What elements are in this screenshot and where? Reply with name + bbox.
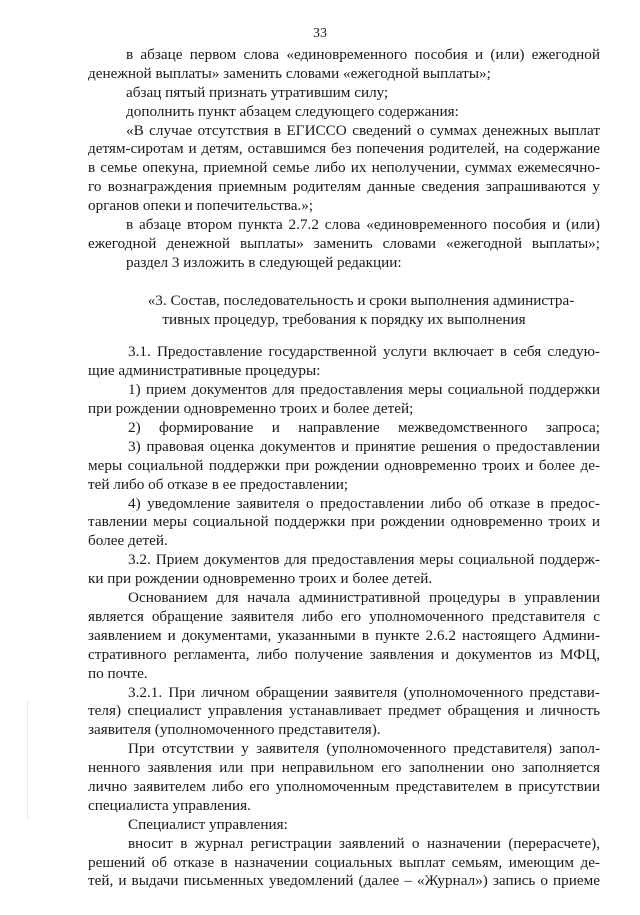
text-line: заявителя (уполномоченного представителя). xyxy=(88,721,381,739)
text-line: 1) прием документов для предоставления меры социальной поддержки xyxy=(128,381,600,399)
section-heading: тивных процедур, требования к порядку их выполнения xyxy=(162,310,526,328)
text-line: является обращение заявителя либо его уполномоченного представителя с xyxy=(88,607,600,625)
text-line: ки при рождении одновременно троих и более детей. xyxy=(88,570,433,588)
spacer xyxy=(88,329,600,343)
text-line: щие административные процедуры: xyxy=(88,362,321,380)
text-line: Специалист управления: xyxy=(128,815,288,833)
text-line: 2) формирование и направление межведомственного запроса; xyxy=(128,419,600,437)
text-line: меры социальной поддержки при рождении одновременно троих и более де- xyxy=(88,456,600,474)
text-line: го вознаграждения приемным родителям данные сведения запрашиваются у xyxy=(88,178,600,196)
page-number: 33 xyxy=(313,26,327,41)
text-line: раздел 3 изложить в следующей редакции: xyxy=(126,253,402,271)
text-line: ежегодной денежной выплаты» заменить словами «ежегодной выплаты»; xyxy=(88,234,600,252)
text-line: денежной выплаты» заменить словами «ежегодной выплаты»; xyxy=(88,64,491,82)
text-line: Основанием для начала административной процедуры в управлении xyxy=(128,589,600,607)
text-line: в абзаце первом слова «единовременного пособия и (или) ежегодной xyxy=(126,46,600,63)
text-line: по почте. xyxy=(88,664,148,682)
text-line: в семье опекуна, приемной семье либо их неполучении, суммах ежемесячно- xyxy=(88,159,600,177)
document-body xyxy=(88,46,600,891)
text-line: «В случае отсутствия в ЕГИССО сведений о суммах денежных выплат xyxy=(126,121,600,139)
section-heading: «3. Состав, последовательность и сроки выполнения администра- xyxy=(147,291,575,309)
text-line: в абзаце втором пункта 2.7.2 слова «единовременного пособия и (или) xyxy=(126,216,600,234)
text-line: ненного заявления или при неправильном его заполнении оно заполняется xyxy=(88,759,600,777)
text-line: при рождении одновременно троих и более детей; xyxy=(88,400,414,418)
text-line: 3.2. Прием документов для предоставления меры социальной поддерж- xyxy=(128,551,600,569)
text-line: заявлением и документами, указанными в пункте 2.6.2 настоящего Админи- xyxy=(88,626,600,644)
text-line: теля) специалист управления устанавливает предмет обращения и личность xyxy=(88,702,600,720)
text-line: специалиста управления. xyxy=(88,796,251,814)
text-line: детям-сиротам и детям, оставшимся без попечения родителей, на содержание xyxy=(88,140,600,158)
text-line: тавлении меры социальной поддержки при рождении одновременно троих и xyxy=(88,513,600,531)
text-line: лично заявителем либо его уполномоченным представителем в присутствии xyxy=(88,777,600,795)
text-line: 3.1. Предоставление государственной услуги включает в себя следую- xyxy=(128,343,600,361)
text-line: При отсутствии у заявителя (уполномоченного представителя) запол- xyxy=(128,740,600,758)
scan-artifact-line xyxy=(27,700,28,820)
text-line: 4) уведомление заявителя о предоставлении либо об отказе в предос- xyxy=(128,494,600,512)
text-line: дополнить пункт абзацем следующего содержания: xyxy=(126,102,459,120)
text-line: решений об отказе в назначении социальных выплат семьям, имеющим де- xyxy=(88,853,600,871)
text-line: вносит в журнал регистрации заявлений о назначении (перерасчете), xyxy=(128,834,600,852)
text-line: тей, и выдачи письменных уведомлений (далее – «Журнал») запись о приеме xyxy=(88,872,600,890)
text-line: абзац пятый признать утратившим силу; xyxy=(126,83,389,101)
text-line: стративного регламента, либо получение заявления и документов из МФЦ, xyxy=(88,645,600,663)
text-line: более детей. xyxy=(88,532,168,550)
text-line: 3.2.1. При личном обращении заявителя (уполномоченного представи- xyxy=(128,683,600,701)
text-line: органов опеки и попечительства.»; xyxy=(88,197,314,215)
text-line: тей либо об отказе в ее предоставлении; xyxy=(88,475,349,493)
spacer xyxy=(88,273,600,292)
text-line: 3) правовая оценка документов и принятие решения о предоставлении xyxy=(128,437,600,455)
